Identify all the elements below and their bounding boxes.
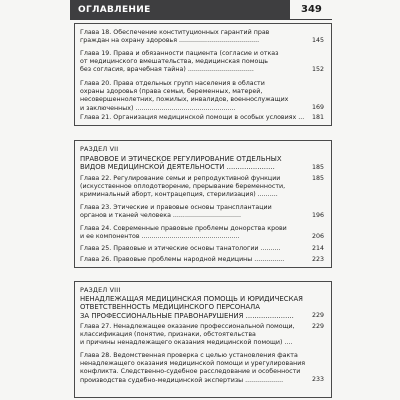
- header-rule: [289, 19, 332, 20]
- toc-entry-page: 223: [311, 256, 324, 263]
- toc-entry-page: 185: [311, 175, 324, 182]
- toc-entry: Глава 25. Правовые и этические основы танатологии ..........: [80, 245, 281, 252]
- toc-entry-page: 145: [311, 37, 324, 44]
- toc-entry: Глава 19. Права и обязанности пациента (согласие и отказ от медицинского вмешательства, медицинская помощь без согласия, врачебная тайна) .................................: [80, 50, 279, 74]
- header-title: ОГЛАВЛЕНИЕ: [78, 5, 151, 15]
- toc-entry: Глава 23. Этические и правовые основы трансплантации органов и тканей человека ..................................: [80, 204, 272, 220]
- toc-entry-page: 206: [311, 233, 324, 240]
- toc-entry-page: 152: [311, 66, 324, 73]
- toc-entry: Глава 26. Правовые проблемы народной медицины ...............: [80, 256, 285, 263]
- toc-entry: Глава 28. Ведомственная проверка с целью установления факта ненадлежащего оказания медицинской помощи и урегулирования конфликта. Следственно-судебное расследование и особенности производства судебно-медицинской экспертизы ...................: [80, 352, 306, 384]
- toc-entry: Глава 21. Организация медицинской помощи в особых условиях ...: [80, 114, 305, 121]
- toc-entry-page: 181: [311, 114, 324, 121]
- page-number: 349: [301, 4, 322, 15]
- section-page: 229: [311, 312, 324, 319]
- toc-entry-page: 196: [311, 212, 324, 219]
- section-title: НЕНАДЛЕЖАЩАЯ МЕДИЦИНСКАЯ ПОМОЩЬ И ЮРИДИЧЕСКАЯ ОТВЕТСТВЕННОСТЬ МЕДИЦИНСКОГО ПЕРСОНАЛА ЗА ПРОФЕССИОНАЛЬНЫЕ ПРАВОНАРУШЕНИЯ ......................: [80, 295, 303, 320]
- toc-entry-page: 233: [311, 376, 324, 383]
- toc-entry-page: 214: [311, 245, 324, 252]
- toc-entry: Глава 18. Обеспечение конституционных гарантий прав граждан на охрану здоровья ........................................: [80, 29, 270, 45]
- header-divider: [289, 0, 290, 20]
- toc-entry: Глава 27. Ненадлежащее оказание профессиональной помощи, классификация (понятие, признаки, обстоятельства и причины ненадлежащего оказания медицинской помощи) ....: [80, 323, 295, 347]
- toc-entry-page: 169: [311, 104, 324, 111]
- section-title: ПРАВОВОЕ И ЭТИЧЕСКОЕ РЕГУЛИРОВАНИЕ ОТДЕЛЬНЫХ ВИДОВ МЕДИЦИНСКОЙ ДЕЯТЕЛЬНОСТИ ......................: [80, 155, 282, 172]
- toc-entry: Глава 24. Современные правовые проблемы донорства крови и ее компонентов .................................................: [80, 225, 287, 241]
- section-label: РАЗДЕЛ VIII: [80, 286, 121, 294]
- toc-entry-page: 229: [311, 323, 324, 330]
- toc-entry: Глава 22. Регулирование семьи и репродуктивной функции (искусственное оплодотворение, прерывание беременности, криминальный аборт, контрацепция, стерилизация) ..........: [80, 175, 286, 199]
- section-page: 185: [311, 164, 324, 171]
- section-label: РАЗДЕЛ VII: [80, 145, 119, 153]
- toc-entry: Глава 20. Права отдельных групп населения в области охраны здоровья (права семьи, беременных, матерей, несовершеннолетних, пожилых, инвалидов, военнослужащих и заключенных) ..................................................: [80, 80, 289, 112]
